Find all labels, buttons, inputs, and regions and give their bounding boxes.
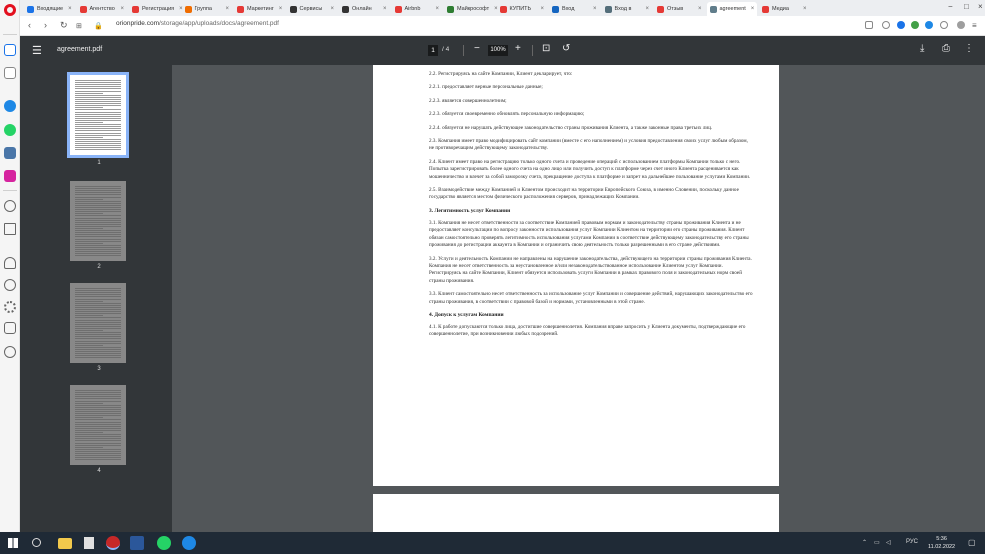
pdf-menu-icon[interactable]: ☰ [32,45,42,57]
vpn-icon[interactable] [897,21,905,29]
tab-label: Майкрософт [457,6,490,12]
thumbnail-text-line [75,251,121,252]
thumbnail-panel [47,65,172,532]
flow-icon[interactable] [4,223,16,235]
volume-icon[interactable]: ◁ [886,540,891,546]
clock-date: 11.02.2022 [928,544,956,550]
zoom-input[interactable]: 100% [488,45,508,56]
thumbnail-text-line [75,190,121,191]
forward-icon[interactable]: › [44,20,47,30]
thumbnail-text-line [75,103,121,104]
thumbnail-text-line [75,213,103,214]
thumbnail-text-line [75,459,121,460]
browser-tab[interactable] [24,2,75,16]
notifications-icon[interactable]: ▢ [968,538,976,547]
divider [532,45,533,56]
maximize-icon[interactable]: □ [964,2,969,11]
thumbnail-text-line [75,245,121,246]
thumbnail-text-line [75,440,121,441]
favicon-icon [185,6,192,13]
opera-logo-icon[interactable] [4,4,16,16]
thumbnail-text-line [75,199,103,200]
tab-label: Регистрация [142,6,175,12]
thumbnail-text-line [75,84,121,85]
thumbnail-text-line [75,118,121,119]
tab-label: КУПИТЬ [509,6,532,12]
close-tab-icon[interactable]: × [179,6,183,12]
thumbnail-text-line [75,405,121,406]
favicon-icon [500,6,507,13]
thumbnail-text-line [75,324,121,325]
doc-paragraph: 4.1. К работе допускаются только лица, достигшие совершеннолетия. Компания вправе запросить у Клиента документы, подтверждающие его совершеннолетие, при возникновении любых подозрений. [429,323,746,338]
tab-label: Вход [562,6,575,12]
camera-icon[interactable] [865,21,873,29]
thumbnail-text-line [75,201,121,202]
start-icon[interactable] [8,538,18,548]
browser-tab[interactable] [77,2,128,16]
thumbnail-text-line [75,409,121,410]
thumbnail-text-line [75,224,121,225]
favicon-icon [80,6,87,13]
thumbnail-text-line [75,294,121,295]
thumbnail-text-line [75,197,121,198]
thumbnail-text-line [75,253,121,254]
thumbnail-text-line [75,88,121,89]
browser-tab[interactable] [444,2,498,16]
favicon-icon [710,6,717,13]
thumbnail-text-line [75,345,103,346]
thumbnail-text-line [75,347,121,348]
thumbnail-text-line [75,351,121,352]
whatsapp-icon[interactable] [157,536,171,550]
thumbnail-text-line [75,203,121,204]
thumbnail-text-line [75,309,121,310]
lock-icon: 🔒 [94,23,103,30]
thumbnail-text-line [75,447,103,448]
telegram-icon[interactable] [182,536,196,550]
browser-tab[interactable] [759,2,810,16]
browser-tab[interactable] [339,2,390,16]
thumbnail-text-line [75,330,103,331]
thumbnail-text-line [75,192,121,193]
thumbnail-text-line [75,299,121,300]
thumbnail-text-line [75,305,121,306]
tab-label: Медиа [772,6,789,12]
thumbnail-text-line [75,255,121,256]
opera-taskbar-icon[interactable] [106,536,120,550]
close-tab-icon[interactable]: × [540,6,544,12]
page-thumbnail[interactable] [70,75,126,155]
thumbnail-text-line [75,218,121,219]
reload-icon[interactable]: ↻ [60,20,68,30]
thumbnail-text-line [75,116,121,117]
doc-paragraph: 2.2.1. предоставляет верные персональные данные; [429,84,543,91]
tab-label: Агентство [89,6,115,12]
thumbnail-text-line [75,290,121,291]
tab-label: Airbnb [404,6,421,12]
thumbnail-text-line [75,341,121,342]
favicon-icon [395,6,402,13]
thumbnail-text-line [75,122,103,123]
browser-tab[interactable] [129,2,183,16]
close-tab-icon[interactable]: × [330,6,334,12]
tab-label: Группа [194,6,212,12]
close-tab-icon[interactable]: × [645,6,649,12]
thumbnail-label: 2 [97,264,101,270]
thumbnail-text-line [75,99,121,100]
thumbnail-text-line [75,292,121,293]
favicon-icon [762,6,769,13]
doc-paragraph: 2.2.3. обязуется своевременно обновлять персональную информацию; [429,111,585,118]
thumbnail-text-line [75,343,121,344]
thumbnail-text-line [75,241,121,242]
thumbnail-text-line [75,249,121,250]
thumbnail-text-line [75,315,103,316]
close-tab-icon[interactable]: × [592,6,597,12]
thumbnail-text-line [75,105,121,106]
section-heading: 3. Легитимность услуг Компании [429,207,511,214]
thumbnail-text-line [75,236,121,237]
thumbnail-text-line [75,135,121,136]
thumbnail-text-line [75,112,121,113]
browser-tab[interactable] [287,2,338,16]
thumbnail-text-line [75,109,121,110]
browser-tab[interactable] [182,2,233,16]
thumbnail-text-line [75,449,121,450]
page-thumbnail[interactable] [70,385,126,465]
thumbnail-text-line [75,428,121,429]
favicon-icon [605,6,612,13]
thumbnail-text-line [75,124,121,125]
thumbnail-text-line [75,133,121,134]
thumbnail-text-line [75,128,121,129]
tab-label: Входящие [37,6,64,12]
whatsapp-icon[interactable] [4,124,16,136]
tab-label: Вход в [614,6,632,12]
speed-dial-icon[interactable] [4,67,16,79]
close-tab-icon[interactable]: × [697,6,702,12]
thumbnail-text-line [75,149,121,150]
close-tab-icon[interactable]: × [120,6,124,12]
thumbnail-text-line [75,234,121,235]
thumbnail-text-line [75,353,121,354]
doc-paragraph: 3.2. Услуги и деятельность Компании не направлены на нарушение законодательства, действующего на территории страны проживания Клиента. Компания не несет ответственность за неустановленное и/или незаконодательствованное использование Клиентом услуг Компании. Регистрируясь на сайте Компании, Клиент обязуется использовать услуги Компании в рамках правового поля и законодательных норм своей страны проживания. [429,255,752,284]
more-icon[interactable] [4,346,16,358]
thumbnail-text-line [75,445,121,446]
thumbnail-text-line [75,228,103,229]
browser-tab[interactable] [602,2,653,16]
page-number-input[interactable]: 1 [428,45,438,56]
browser-tab[interactable] [234,2,285,16]
tab-label: Сервисы [299,6,323,12]
thumbnail-text-line [75,438,121,439]
pdf-page [373,65,779,486]
thumbnail-text-line [75,211,121,212]
thumbnail-text-line [75,457,121,458]
thumbnail-text-line [75,143,121,144]
thumbnail-text-line [75,82,121,83]
network-icon[interactable]: ▭ [874,540,880,546]
thumbnail-text-line [75,188,121,189]
thumbnail-text-line [75,97,121,98]
print-icon[interactable]: ⎙ [942,43,950,54]
divider [463,45,464,56]
more-actions-icon[interactable]: ⋮ [964,43,974,54]
page-thumbnail[interactable] [70,181,126,261]
close-window-icon[interactable]: × [978,2,983,11]
thumbnail-text-line [75,413,121,414]
thumbnail-text-line [75,186,121,187]
thumbnail-text-line [75,303,121,304]
doc-paragraph: 2.4. Клиент имеет право на регистрацию только одного счета и проведение операций с использованием платформы Компании только с него. Попытка зарегистрировать более одного счета на одно лицо или получить доступ к платформе через счет иного Клиента расценивается как мошенничество и влечет за собой заморозку счета, прекращение доступа к платформе и запрет на дальнейшее пользование услугами Компании. [429,158,751,180]
thumbnail-text-line [75,355,121,356]
thumbnail-text-line [75,396,121,397]
thumbnail-text-line [75,194,121,195]
browser-tab[interactable] [549,2,600,16]
heart-icon[interactable] [882,21,890,29]
thumbnail-text-line [75,226,121,227]
thumbnail-text-line [75,239,121,240]
thumbnail-text-line [75,320,121,321]
thumbnail-text-line [75,95,121,96]
clock-time: 5:36 [936,536,947,542]
thumbnail-text-line [75,443,121,444]
thumbnail-text-line [75,301,103,302]
thumbnail-text-line [75,114,121,115]
instagram-icon[interactable] [4,170,16,182]
thumbnail-text-line [75,403,103,404]
thumbnail-text-line [75,332,121,333]
thumbnail-text-line [75,137,103,138]
doc-paragraph: 2.2.4. обязуется не нарушать действующее законодательство страны проживания Клиента, а также законные права третьих лиц. [429,124,713,131]
language-indicator[interactable]: РУС [906,539,919,545]
thumbnail-text-line [75,349,121,350]
extension-icon[interactable] [925,21,933,29]
thumbnail-label: 3 [97,366,101,372]
thumbnail-text-line [75,141,121,142]
divider [3,190,17,191]
heart-icon[interactable] [4,257,16,269]
extensions-icon[interactable] [4,322,16,334]
browser-sidebar [0,0,20,532]
thumbnail-text-line [75,419,121,420]
close-tab-icon[interactable]: × [802,6,807,12]
doc-paragraph: 2.3. Компания имеет право модифицировать сайт компании (вместе с его наполнением) и условия предоставления своих услуг любым образом, не противоречащим действующему законодательству. [429,138,748,152]
tab-label: Отзыв [667,6,684,12]
thumbnail-text-line [75,336,121,337]
thumbnail-text-line [75,401,121,402]
file-explorer-icon[interactable] [58,538,72,549]
thumbnail-text-line [75,232,121,233]
close-tab-icon[interactable]: × [435,6,439,12]
thumbnail-text-line [75,322,121,323]
pdf-toolbar [20,36,985,65]
divider [3,34,17,35]
clock-icon[interactable] [4,279,16,291]
close-tab-icon[interactable]: × [750,6,755,12]
browser-tab[interactable] [707,2,758,16]
favicon-icon [290,6,297,13]
favicon-icon [552,6,559,13]
close-tab-icon[interactable]: × [225,6,229,12]
close-tab-icon[interactable]: × [68,6,72,12]
fit-page-icon[interactable]: ⊡ [542,43,551,54]
tab-label: Маркетинг [247,6,274,12]
thumbnail-text-line [75,311,121,312]
back-icon[interactable]: ‹ [28,20,31,30]
word-icon[interactable] [130,536,144,550]
favicon-icon [237,6,244,13]
home-icon[interactable] [4,44,16,56]
doc-paragraph: 2.5. Взаимодействие между Компанией и Клиентом происходит на территории Европейского Союза, в именно Словении, поскольку данное государство является местом физического расположения серверов, принадлежащих Компании. [429,187,739,201]
thumbnail-text-line [75,407,121,408]
profile-avatar[interactable] [957,21,965,29]
thumbnail-text-line [75,215,121,216]
thumbnail-text-line [75,86,121,87]
favicon-icon [132,6,139,13]
thumbnail-text-line [75,145,121,146]
tab-label: agreement [719,6,746,12]
thumbnail-text-line [75,424,121,425]
thumbnail-text-line [75,411,121,412]
doc-paragraph: 3.1. Компания не несет ответственности за соответствие Компанией правовым нормам и законодательству страны проживания Клиента и не предоставляет консультации по вопросу законности использования услуг Компании Клиентом на территории его страны проживания. Клиент обязан самостоятельно проверять легитимность использования услугами Компании в соответствие действующему законодательству его страны проживания до регистрации аккаунта в Компании и ограничить свою деятельность только разрешенными в его стране действиями. [429,219,749,249]
page-thumbnail[interactable] [70,283,126,363]
section-heading: 4. Допуск к услугам Компании [429,311,504,318]
close-tab-icon[interactable]: × [382,6,387,12]
thumbnail-label: 1 [97,160,101,166]
thumbnail-text-line [75,390,121,391]
favicon-icon [447,6,454,13]
thumbnail-text-line [75,392,121,393]
windows-taskbar [0,532,985,554]
thumbnail-text-line [75,334,121,335]
thumbnail-text-line [75,91,121,92]
browser-tab[interactable] [654,2,705,16]
address-bar [20,16,985,36]
thumbnail-text-line [75,147,121,148]
thumbnail-text-line [75,417,103,418]
minimize-icon[interactable]: − [948,2,953,11]
thumbnail-text-line [75,230,121,231]
thumbnail-text-line [75,126,121,127]
browser-tab[interactable] [392,2,443,16]
thumbnail-text-line [75,209,121,210]
close-tab-icon[interactable]: × [278,6,283,12]
thumbnail-text-line [75,93,103,94]
thumbnail-text-line [75,120,121,121]
notepad-icon[interactable] [84,537,94,549]
thumbnail-text-line [75,426,121,427]
thumbnail-text-line [75,139,121,140]
history-icon[interactable] [4,200,16,212]
thumbnail-text-line [75,130,121,131]
favicon-icon [657,6,664,13]
thumbnail-text-line [75,313,121,314]
thumbnail-text-line [75,432,103,433]
pdf-sidebar-gutter [20,65,47,532]
zoom-in-icon[interactable]: + [515,43,521,54]
close-tab-icon[interactable]: × [494,6,498,12]
thumbnail-text-line [75,80,121,81]
pdf-title: agreement.pdf [57,46,103,53]
menu-icon[interactable]: ≡ [972,21,977,30]
url-field[interactable]: orionpride.com/storage/app/uploads/docs/agreement.pdf [116,20,279,27]
thumbnail-text-line [75,357,121,358]
wallet-icon[interactable] [940,21,948,29]
thumbnail-text-line [75,307,121,308]
thumbnail-text-line [75,394,121,395]
thumbnail-text-line [75,338,121,339]
thumbnail-text-line [75,207,121,208]
thumbnail-text-line [75,328,121,329]
thumbnail-text-line [75,455,121,456]
tab-strip [20,0,985,16]
tray-chevron-icon[interactable]: ⌃ [862,540,868,546]
download-icon[interactable]: ⤓ [920,43,925,54]
thumbnail-text-line [75,243,103,244]
thumbnail-text-line [75,430,121,431]
favicon-icon [27,6,34,13]
thumbnail-text-line [75,326,121,327]
doc-paragraph: 2.2. Регистрируясь на сайте Компании, Клиент декларирует, что: [429,71,573,77]
page-total: / 4 [442,46,450,53]
favicon-icon [342,6,349,13]
thumbnail-text-line [75,107,103,108]
thumbnail-text-line [75,247,121,248]
thumbnail-label: 4 [97,468,101,474]
thumbnail-text-line [75,422,121,423]
vk-icon[interactable] [4,147,16,159]
thumbnail-text-line [75,317,121,318]
system-clock[interactable] [928,535,955,551]
thumbnail-text-line [75,222,121,223]
extension-icon[interactable] [911,21,919,29]
tab-label: Онлайн [352,6,372,12]
pdf-viewer[interactable] [172,65,985,532]
browser-tab[interactable] [497,2,548,16]
thumbnail-text-line [75,398,121,399]
speed-dial-grid-icon[interactable]: ⊞ [76,23,82,30]
thumbnail-text-line [75,288,121,289]
thumbnail-text-line [75,436,121,437]
search-icon[interactable] [32,538,41,547]
settings-icon[interactable] [4,301,16,313]
thumbnail-text-line [75,296,121,297]
messenger-icon[interactable] [4,100,16,112]
doc-paragraph: 2.2.3. является совершеннолетним; [429,97,507,104]
thumbnail-text-line [75,220,121,221]
thumbnail-text-line [75,451,121,452]
thumbnail-text-line [75,453,121,454]
thumbnail-text-line [75,205,121,206]
doc-paragraph: 3.3. Клиент самостоятельно несет ответственность за использование услуг Компании и совершение действий, нарушающих законодательство его страны проживания, в соответствии с правовой базой и нормами, установленными в этой стране. [429,291,753,305]
thumbnail-text-line [75,434,121,435]
rotate-icon[interactable]: ↺ [562,43,571,54]
thumbnail-text-line [75,101,121,102]
thumbnail-text-line [75,415,121,416]
zoom-out-icon[interactable]: − [474,43,480,54]
